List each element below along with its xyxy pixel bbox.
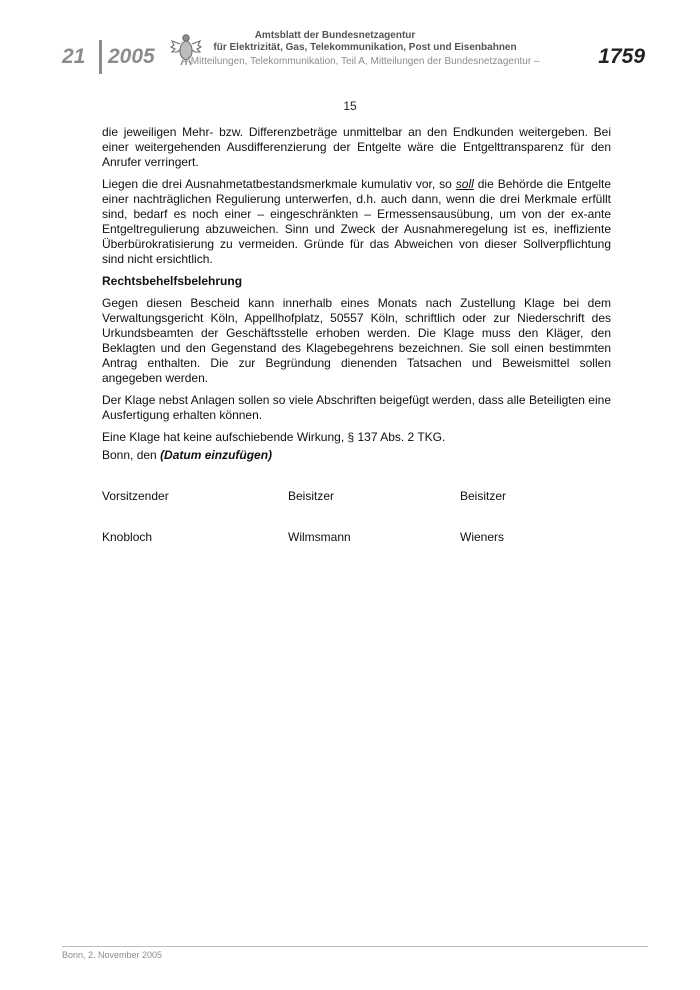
paragraph: Der Klage nebst Anlagen sollen so viele Abschriften beigefügt werden, dass alle Beteiligten eine Ausfertigung erhalten können. [102, 393, 611, 422]
signature-name: Knobloch [102, 530, 153, 544]
header-separator [99, 40, 102, 74]
gazette-subtitle: – Mitteilungen, Telekommunikation, Teil A, Mitteilungen der Bundesnetzagentur – [182, 56, 540, 67]
section-heading: Rechtsbehelfsbelehrung [102, 274, 243, 288]
footer-date: Bonn, 2. November 2005 [62, 950, 163, 960]
issue-number: 21 [62, 45, 86, 68]
signature-name: Wilmsmann [288, 530, 351, 544]
document-body [102, 125, 611, 452]
issue-year: 2005 [108, 45, 155, 68]
footer-divider [62, 946, 648, 947]
signature-role: Beisitzer [460, 489, 507, 503]
paragraph-text: Liegen die drei Ausnahmetatbestandsmerkmale kumulativ vor, so [102, 177, 456, 191]
gazette-title: Amtsblatt der Bundesnetzagentur [254, 30, 416, 41]
document-page-number: 15 [343, 99, 357, 113]
paragraph-text: die Behörde die Entgelte einer nachträglichen Regulierung unterwerfen, d.h. auch dann, wenn die drei Merkmale erfüllt sind, bedarf es noch einer – eingeschränkten – Ermessensausübung, um von der ex-ante Entgeltregulierung abzuweichen. Sinn und Zweck der Ausnahmeregelung ist es, ineffiziente Überbürokratisierung zu vermeiden. Gründe für das Abweichen von dieser Sollverpflichtung sind nicht ersichtlich. [102, 177, 611, 266]
signature-role: Vorsitzender [102, 489, 169, 503]
signature-name: Wieners [460, 530, 505, 544]
paragraph: Gegen diesen Bescheid kann innerhalb eines Monats nach Zustellung Klage bei dem Verwaltungsgericht Köln, Appellhofplatz, 50557 Köln, schriftlich oder zur Niederschrift des Urkundsbeamten der Geschäftsstelle erhoben werden. Die Klage muss den Kläger, den Beklagten und den Gegenstand des Klagebegehrens bezeichnen. Sie soll einen bestimmten Antrag enthalten. Die zur Begründung dienenden Tatsachen und Beweismittel sollen angegeben werden. [102, 296, 611, 385]
paragraph [102, 177, 611, 267]
paragraph: Eine Klage hat keine aufschiebende Wirkung, § 137 Abs. 2 TKG. [102, 430, 446, 444]
gazette-page-number: 1759 [598, 45, 645, 68]
place-date-line [102, 448, 272, 462]
gazette-title-line2: für Elektrizität, Gas, Telekommunikation, Post und Eisenbahnen [213, 42, 517, 53]
emphasis-text: soll [455, 177, 474, 191]
paragraph: die jeweiligen Mehr- bzw. Differenzbeträge unmittelbar an den Endkunden weitergeben. Bei einer weitergehenden Ausdifferenzierung der Entgelte wäre die Entgelttransparenz für den Anrufer verringert. [102, 125, 611, 169]
signature-role: Beisitzer [288, 489, 335, 503]
date-placeholder: (Datum einzufügen) [160, 448, 273, 462]
place-label: Bonn, den [102, 448, 161, 462]
